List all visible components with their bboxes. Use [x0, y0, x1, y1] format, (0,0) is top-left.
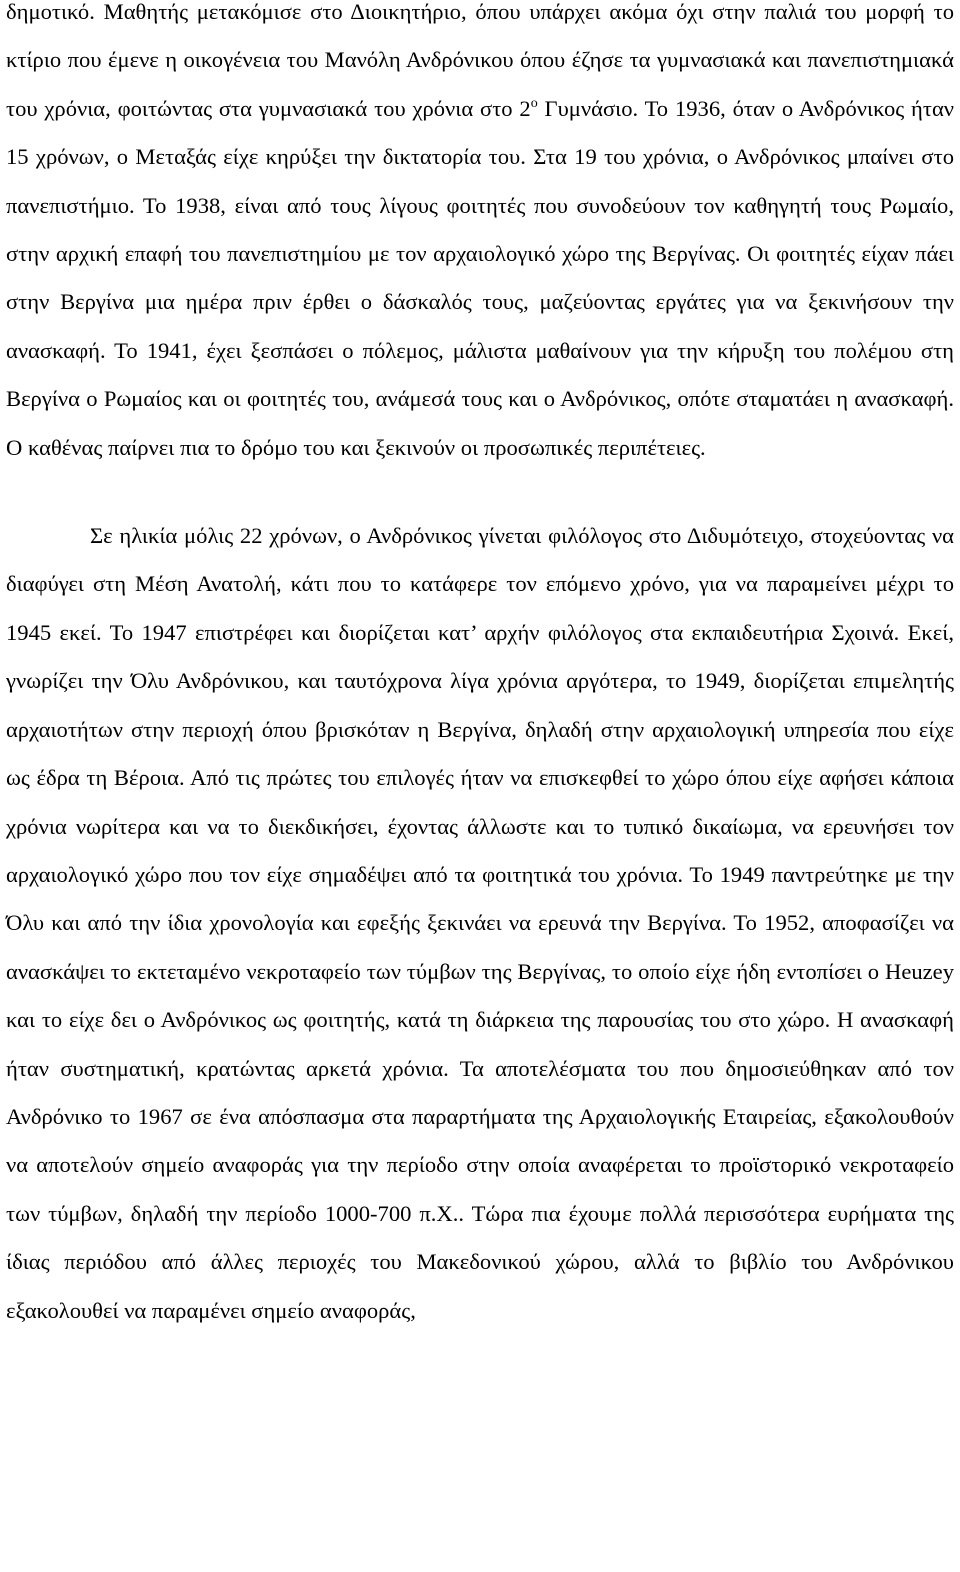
paragraph-2: Σε ηλικία μόλις 22 χρόνων, ο Ανδρόνικος γίνεται φιλόλογος στο Διδυμότειχο, στοχεύοντας να διαφύγει στη Μέση Ανατολή, κάτι που το κατάφερε τον επόμενο χρόνο, για να παραμείνει μέχρι το 1945 εκεί. Το 1947 επιστρέφει και διορίζεται κατ’ αρχήν φιλόλογος στα εκπαιδευτήρια Σχοινά. Εκεί, γνωρίζει την Όλυ Ανδρόνικου, και ταυτόχρονα λίγα χρόνια αργότερα, το 1949, διορίζεται επιμελητής αρχαιοτήτων στην περιοχή όπου βρισκόταν η Βεργίνα, δηλαδή στην αρχαιολογική υπηρεσία που είχε ως έδρα τη Βέροια. Από τις πρώτες του επιλογές ήταν να επισκεφθεί το χώρο όπου είχε αφήσει κάποια χρόνια νωρίτερα και να το διεκδικήσει, έχοντας άλλωστε και το τυπικό δικαίωμα, να ερευνήσει τον αρχαιολογικό χώρο που τον είχε σημαδέψει από τα φοιτητικά του χρόνια. Το 1949 παντρεύτηκε με την Όλυ και από την ίδια χρονολογία και εφεξής ξεκινάει να ερευνά την Βεργίνα. Το 1952, αποφασίζει να ανασκάψει το εκτεταμένο νεκροταφείο των τύμβων της Βεργίνας, το οποίο είχε ήδη εντοπίσει ο Heuzey και το είχε δει ο Ανδρόνικος ως φοιτητής, κατά τη διάρκεια της παρουσίας του στο χώρο. Η ανασκαφή ήταν συστηματική, κρατώντας αρκετά χρόνια. Τα αποτελέσματα του που δημοσιεύθηκαν από τον Ανδρόνικο το 1967 σε ένα απόσπασμα στα παραρτήματα της Αρχαιολογικής Εταιρείας, εξακολουθούν να αποτελούν σημείο αναφοράς για την περίοδο στην οποία αναφέρεται το προϊστορικό νεκροταφείο των τύμβων, δηλαδή την περίοδο 1000-700 π.Χ.. Τώρα πια έχουμε πολλά περισσότερα ευρήματα της ίδιας περιόδου από άλλες περιοχές του Μακεδονικού χώρου, αλλά το βιβλίο του Ανδρόνικου εξακολουθεί να παραμένει σημείο αναφοράς,	[6, 523, 954, 1323]
paragraph-1	[6, 0, 954, 472]
paragraph-1-text-a: δημοτικό. Μαθητής μετακόμισε στο Διοικητήριο, όπου υπάρχει ακόμα όχι στην παλιά του μορφή το κτίριο που έμενε η οικογένεια του Μανόλη Ανδρόνικου όπου έζησε τα γυμνασιακά και πανεπιστημιακά του χρόνια, φοιτώντας στα γυμνασιακά του χρόνια στο 2	[6, 0, 954, 121]
ordinal-superscript: ο	[530, 95, 538, 111]
document-page	[6, 0, 954, 1335]
paragraph-1-text-b: Γυμνάσιο. Το 1936, όταν ο Ανδρόνικος ήταν 15 χρόνων, ο Μεταξάς είχε κηρύξει την δικτατορία του. Στα 19 του χρόνια, ο Ανδρόνικος μπαίνει στο πανεπιστήμιο. Το 1938, είναι από τους λίγους φοιτητές που συνοδεύουν τον καθηγητή τους Ρωμαίο, στην αρχική επαφή του πανεπιστημίου με τον αρχαιολογικό χώρο της Βεργίνας. Οι φοιτητές είχαν πάει στην Βεργίνα μια ημέρα πριν έρθει ο δάσκαλός τους, μαζεύοντας εργάτες για να ξεκινήσουν την ανασκαφή. Το 1941, έχει ξεσπάσει ο πόλεμος, μάλιστα μαθαίνουν για την κήρυξη του πολέμου στη Βεργίνα ο Ρωμαίος και οι φοιτητές του, ανάμεσά τους και ο Ανδρόνικος, οπότε σταματάει η ανασκαφή. Ο καθένας παίρνει πια το δρόμο του και ξεκινούν οι προσωπικές περιπέτειες.	[6, 95, 954, 460]
